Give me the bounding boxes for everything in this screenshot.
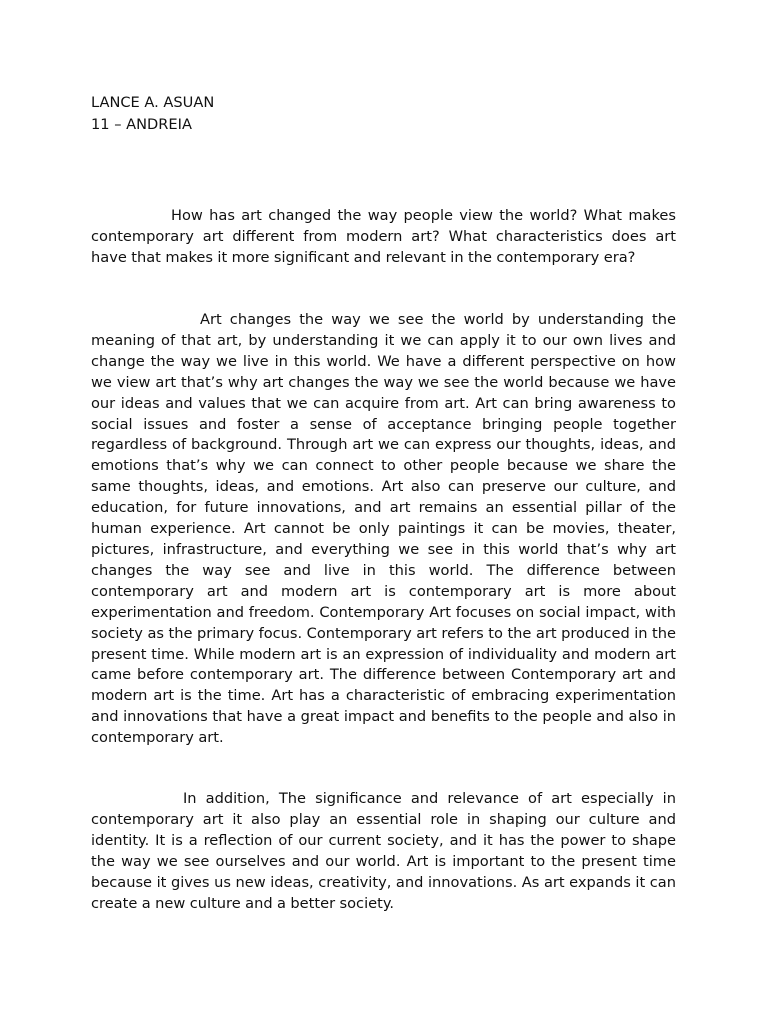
author-section: 11 – ANDREIA [91, 116, 192, 133]
closing-paragraph: In addition, The significance and relevance of art especially in contemporary art it also play an essential role in shaping our culture and identity. It is a reflection of our current society, and it has the power to shape the way we see ourselves and our world. Art is important to the present time because it gives us new ideas, creativity, and innovations. As art expands it can create a new culture and a better society. [91, 790, 676, 912]
author-name: LANCE A. ASUAN [91, 94, 215, 111]
body-paragraph: Art changes the way we see the world by understanding the meaning of that art, by understanding it we can apply it to our own lives and change the way we live in this world. We have a different perspective on how we view art that’s why art changes the way we see the world because we have our ideas and values that we can acquire from art. Art can bring awareness to social issues and foster a sense of acceptance bringing people together regardless of background. Through art we can express our thoughts, ideas, and emotions that’s why we can connect to other people because we share the same thoughts, ideas, and emotions. Art also can preserve our culture, and education, for future innovations, and art remains an essential pillar of the human experience. Art cannot be only paintings it can be movies, theater, pictures, infrastructure, and everything we see in this world that’s why art changes the way see and live in this world. The difference between contemporary art and modern art is contemporary art is more about experimentation and freedom. Contemporary Art focuses on social impact, with society as the primary focus. Contemporary art refers to the art produced in the present time. While modern art is an expression of individuality and modern art came before contemporary art. The difference between Contemporary art and modern art is the time. Art has a characteristic of embracing experimentation and innovations that have a great impact and benefits to the people and also in contemporary art. [91, 311, 676, 747]
author-header [91, 92, 677, 136]
question-paragraph: How has art changed the way people view the world? What makes contemporary art different from modern art? What characteristics does art have that makes it more significant and relevant in the contemporary era? [91, 207, 676, 266]
